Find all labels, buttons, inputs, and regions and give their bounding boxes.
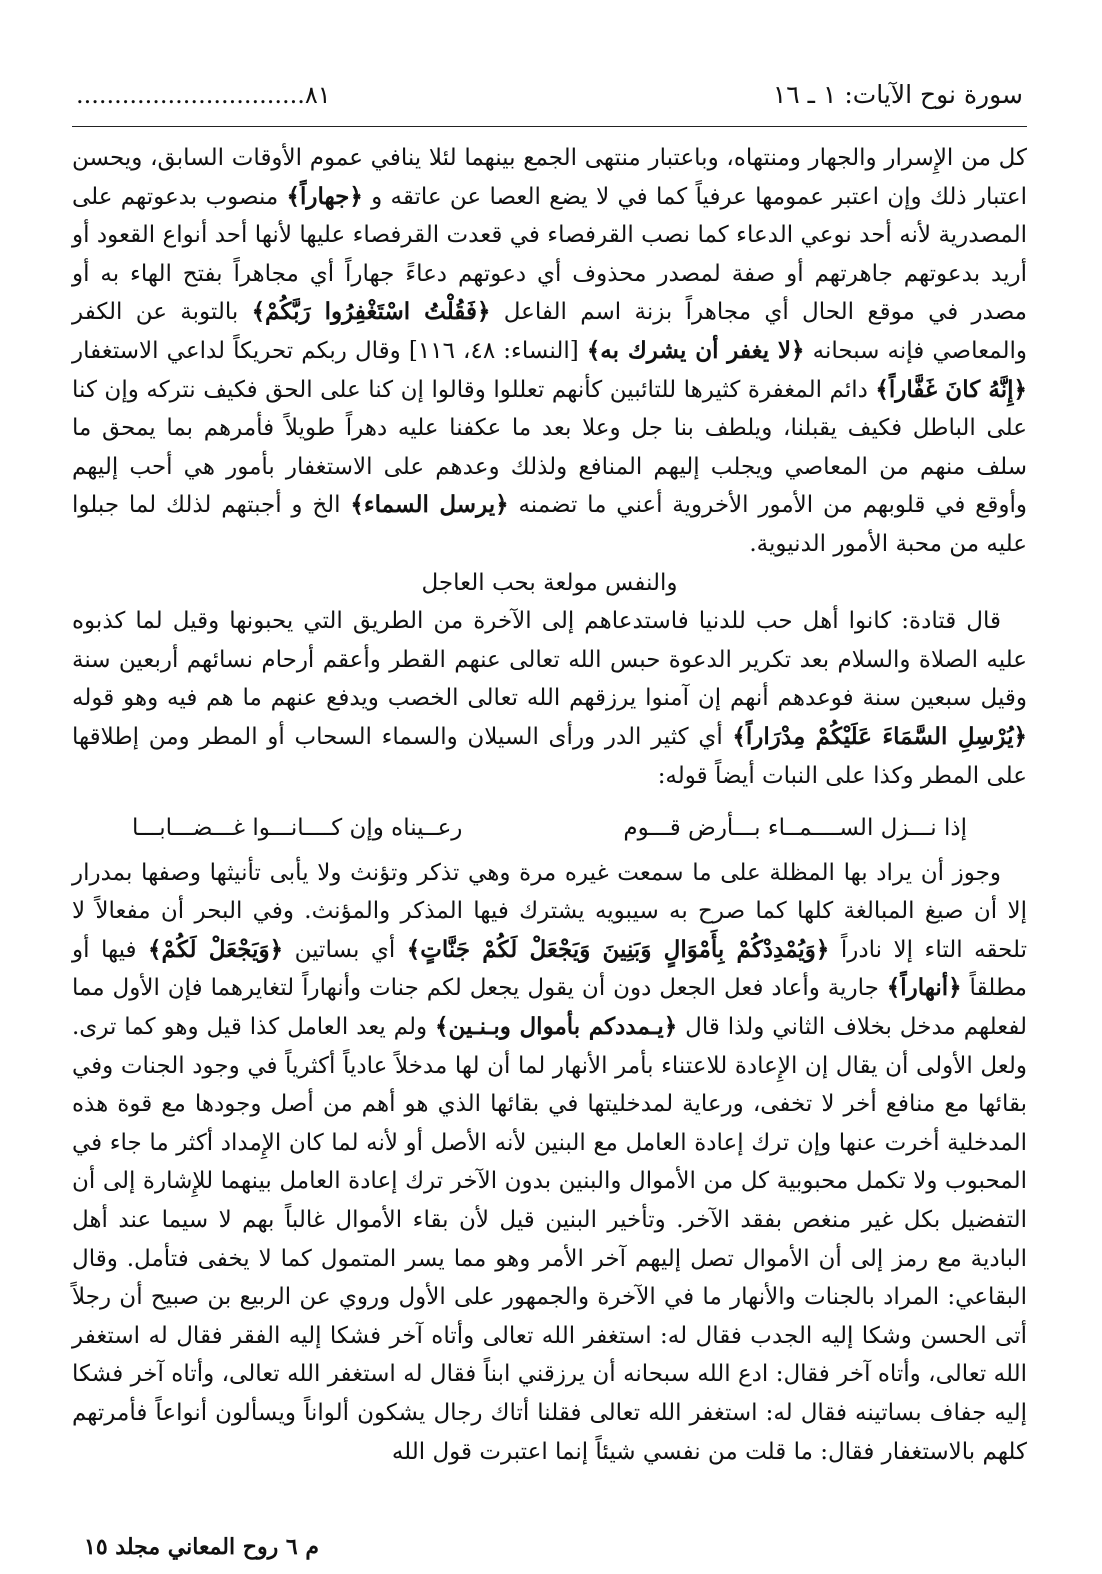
verse-first-hemistich: إذا نـــزل الســــمــاء بـــأرض قـــوم <box>623 815 967 842</box>
quran-quote: ﴿أنهاراً﴾ <box>886 974 962 1002</box>
paragraph-1 <box>72 139 1027 564</box>
running-header <box>72 80 1027 127</box>
text-run: ولم يعد العامل كذا قيل وهو كما ترى. ولعل الأولى أن يقال إن الإِعادة للاعتناء بأمر الأنهار لما أن لها مدخلاً عادياً أكثرياً في وجود الجنات وفي بقائها مع منافع أخر لا تخفى، ورعاية لمدخليتها في بقائها الذي هو أهم من أصل وجودها مع قوة هذه المدخلية أخرت عنها وإن ترك إعادة العامل مع البنين لأنه الأصل أو لأنه لما كان الإِمداد أكثر ما جاء في المحبوب ولا تكمل محبوبية كل من الأموال والبنين بدون الآخر ترك إعادة العامل بينهما للإِشارة إلى أن التفضيل بكل غير منغص بفقد الآخر. وتأخير البنين قيل لأن بقاء الأموال غالباً بهم لا سيما عند أهل البادية مع رمز إلى أن الأموال تصل إليهم آخر الأمر وهو مما يسر المتمول كما لا يخفى فتأمل. وقال البقاعي: المراد بالجنات والأنهار ما في الآخرة والجمهور على الأول وروي عن الربيع بن صبيح أن رجلاً أتى الحسن وشكا إليه الجدب فقال له: استغفر الله تعالى وأتاه آخر فشكا إليه الفقر فقال له استغفر الله تعالى، وأتاه آخر فقال: ادع الله سبحانه أن يرزقني ابناً فقال له استغفر الله تعالى، وأتاه آخر فشكا إليه جفاف بساتينه فقال له: استغفر الله تعالى فقلنا أتاك رجال يشكون ألواناً ويسألون أنواعاً فأمرتهم كلهم بالاستغفار فقال: ما قلت من نفسي شيئاً إنما اعتبرت قول الله <box>72 1014 1027 1465</box>
quran-quote: ﴿يرسل السماء﴾ <box>350 491 509 519</box>
text-run: [النساء: ٤٨، ١١٦] وقال ربكم تحريكاً لداعي الاستغفار <box>72 337 587 364</box>
text-run: الخ و أجبتهم لذلك لما جبلوا عليه من محبة الأمور الدنيوية. <box>72 492 1027 557</box>
text-run: أي بساتين <box>283 936 407 963</box>
quran-quote: ﴿لا يغفر أن يشرك به﴾ <box>586 336 805 364</box>
page-number-value: ٨١ <box>304 81 331 109</box>
text-run: أي كثير الدر ورأى السيلان والسماء السحاب أو المطر ومن إطلاقها على المطر وكذا على النبات أيضاً قوله: <box>72 723 1027 789</box>
signature-footer: م ٦ روح المعاني مجلد ١٥ <box>84 1534 319 1560</box>
quran-quote: ﴿جهاراً﴾ <box>286 182 363 210</box>
paragraph-2 <box>72 602 1027 795</box>
paragraph-3 <box>72 854 1027 1472</box>
verse-second-hemistich: رعــيناه وإن كــــانـــوا غـــضـــابـــا <box>132 815 463 842</box>
text-run: وجوز أن يراد بها المظلة على ما سمعت غيره مرة وهي تذكر وتؤنث ولا يأبى تأنيثها وصفها بمدرار إلا أن صيغ المبالغة كلها كما صرح به سيبويه يشترك فيها المذكر والمؤنث. وفي البحر أن مفعالاً لا تلحقه التاء إلا نادراً <box>72 859 1028 963</box>
text-run: جارية وأعاد فعل الجعل دون أن يقول يجعل لكم جنات وأنهاراً لتغايرهما فإن الأول مما لفعلهم مدخل بخلاف الثاني ولذا قال <box>72 975 1028 1041</box>
text-run: فيها أو مطلقاً <box>72 936 1028 1002</box>
quran-quote: ﴿إِنَّهُ كانَ غَفَّاراً﴾ <box>875 375 1027 403</box>
text-run: كل من الإِسرار والجهار ومنتهاه، وباعتبار منتهى الجمع بينهما لئلا ينافي عموم الأوقات السابق، ويحسن اعتبار ذلك وإن اعتبر عمومها عرفياً كما في لا يضع العصا عن عاتقه و <box>72 145 1027 210</box>
quran-quote: ﴿يـمددكم بأموال وبـنـين﴾ <box>435 1013 678 1041</box>
poetry-verse <box>72 795 1027 854</box>
header-dots: .............................. <box>76 81 305 109</box>
quran-quote: ﴿وَيَجْعَلْ لَكُمْ﴾ <box>148 935 284 963</box>
centered-line: والنفس مولعة بحب العاجل <box>421 569 678 596</box>
document-page <box>72 80 1027 1471</box>
quran-quote: ﴿وَيُمْدِدْكُمْ بِأَمْوَالٍ وَبَنِينَ وَيَجْعَلْ لَكُمْ جَنَّاتٍ﴾ <box>406 935 830 963</box>
commentary-body <box>72 139 1027 1471</box>
quran-quote: ﴿فَقُلْتُ اسْتَغْفِرُوا رَبَّكُمْ﴾ <box>251 298 491 326</box>
text-run: بالتوبة عن الكفر والمعاصي فإنه سبحانه <box>72 299 1027 364</box>
surah-title: سورة نوح الآيات: ١ ـ ١٦ <box>772 80 1023 109</box>
quran-quote: ﴿يُرْسِلِ السَّمَاءَ عَلَيْكُمْ مِدْرَاراً﴾ <box>732 722 1028 750</box>
text-run: قال قتادة: كانوا أهل حب للدنيا فاستدعاهم إلى الآخرة من الطريق التي يحبونها وقيل لما كذبوه عليه الصلاة والسلام بعد تكرير الدعوة حبس الله تعالى عنهم القطر وأعقم أرحام نسائهم أربعين سنة وقيل سبعين سنة فوعدهم أنهم إن آمنوا يرزقهم الله تعالى الخصب ويدفع عنهم ما هم فيه وهو قوله <box>72 608 1027 712</box>
text-run: منصوب بدعوتهم على المصدرية لأنه أحد نوعي الدعاء كما نصب القرفصاء في قعدت القرفصاء عليها لأنها أحد أنواع القعود أو أريد بدعوتهم جاهرتهم أو صفة لمصدر محذوف أي دعوتهم دعاءً جهاراً أي مجاهراً بفتح الهاء به أو مصدر في موقع الحال أي مجاهراً بزنة اسم الفاعل <box>72 183 1028 326</box>
page-number <box>76 81 331 109</box>
text-run: دائم المغفرة كثيرها للتائبين كأنهم تعللوا وقالوا إن كنا على الحق فكيف نتركه وإن كنا على الباطل فكيف يقبلنا، ويلطف بنا جل وعلا بعد ما عكفنا عليه دهراً طويلاً فأمرهم بما يمحق ما سلف منهم من المعاصي ويجلب إليهم المنافع ولذلك وعدهم على الاستغفار بأمور هي أحب إليهم وأوقع في قلوبهم من الأمور الأخروية أعني ما تضمنه <box>72 376 1027 519</box>
